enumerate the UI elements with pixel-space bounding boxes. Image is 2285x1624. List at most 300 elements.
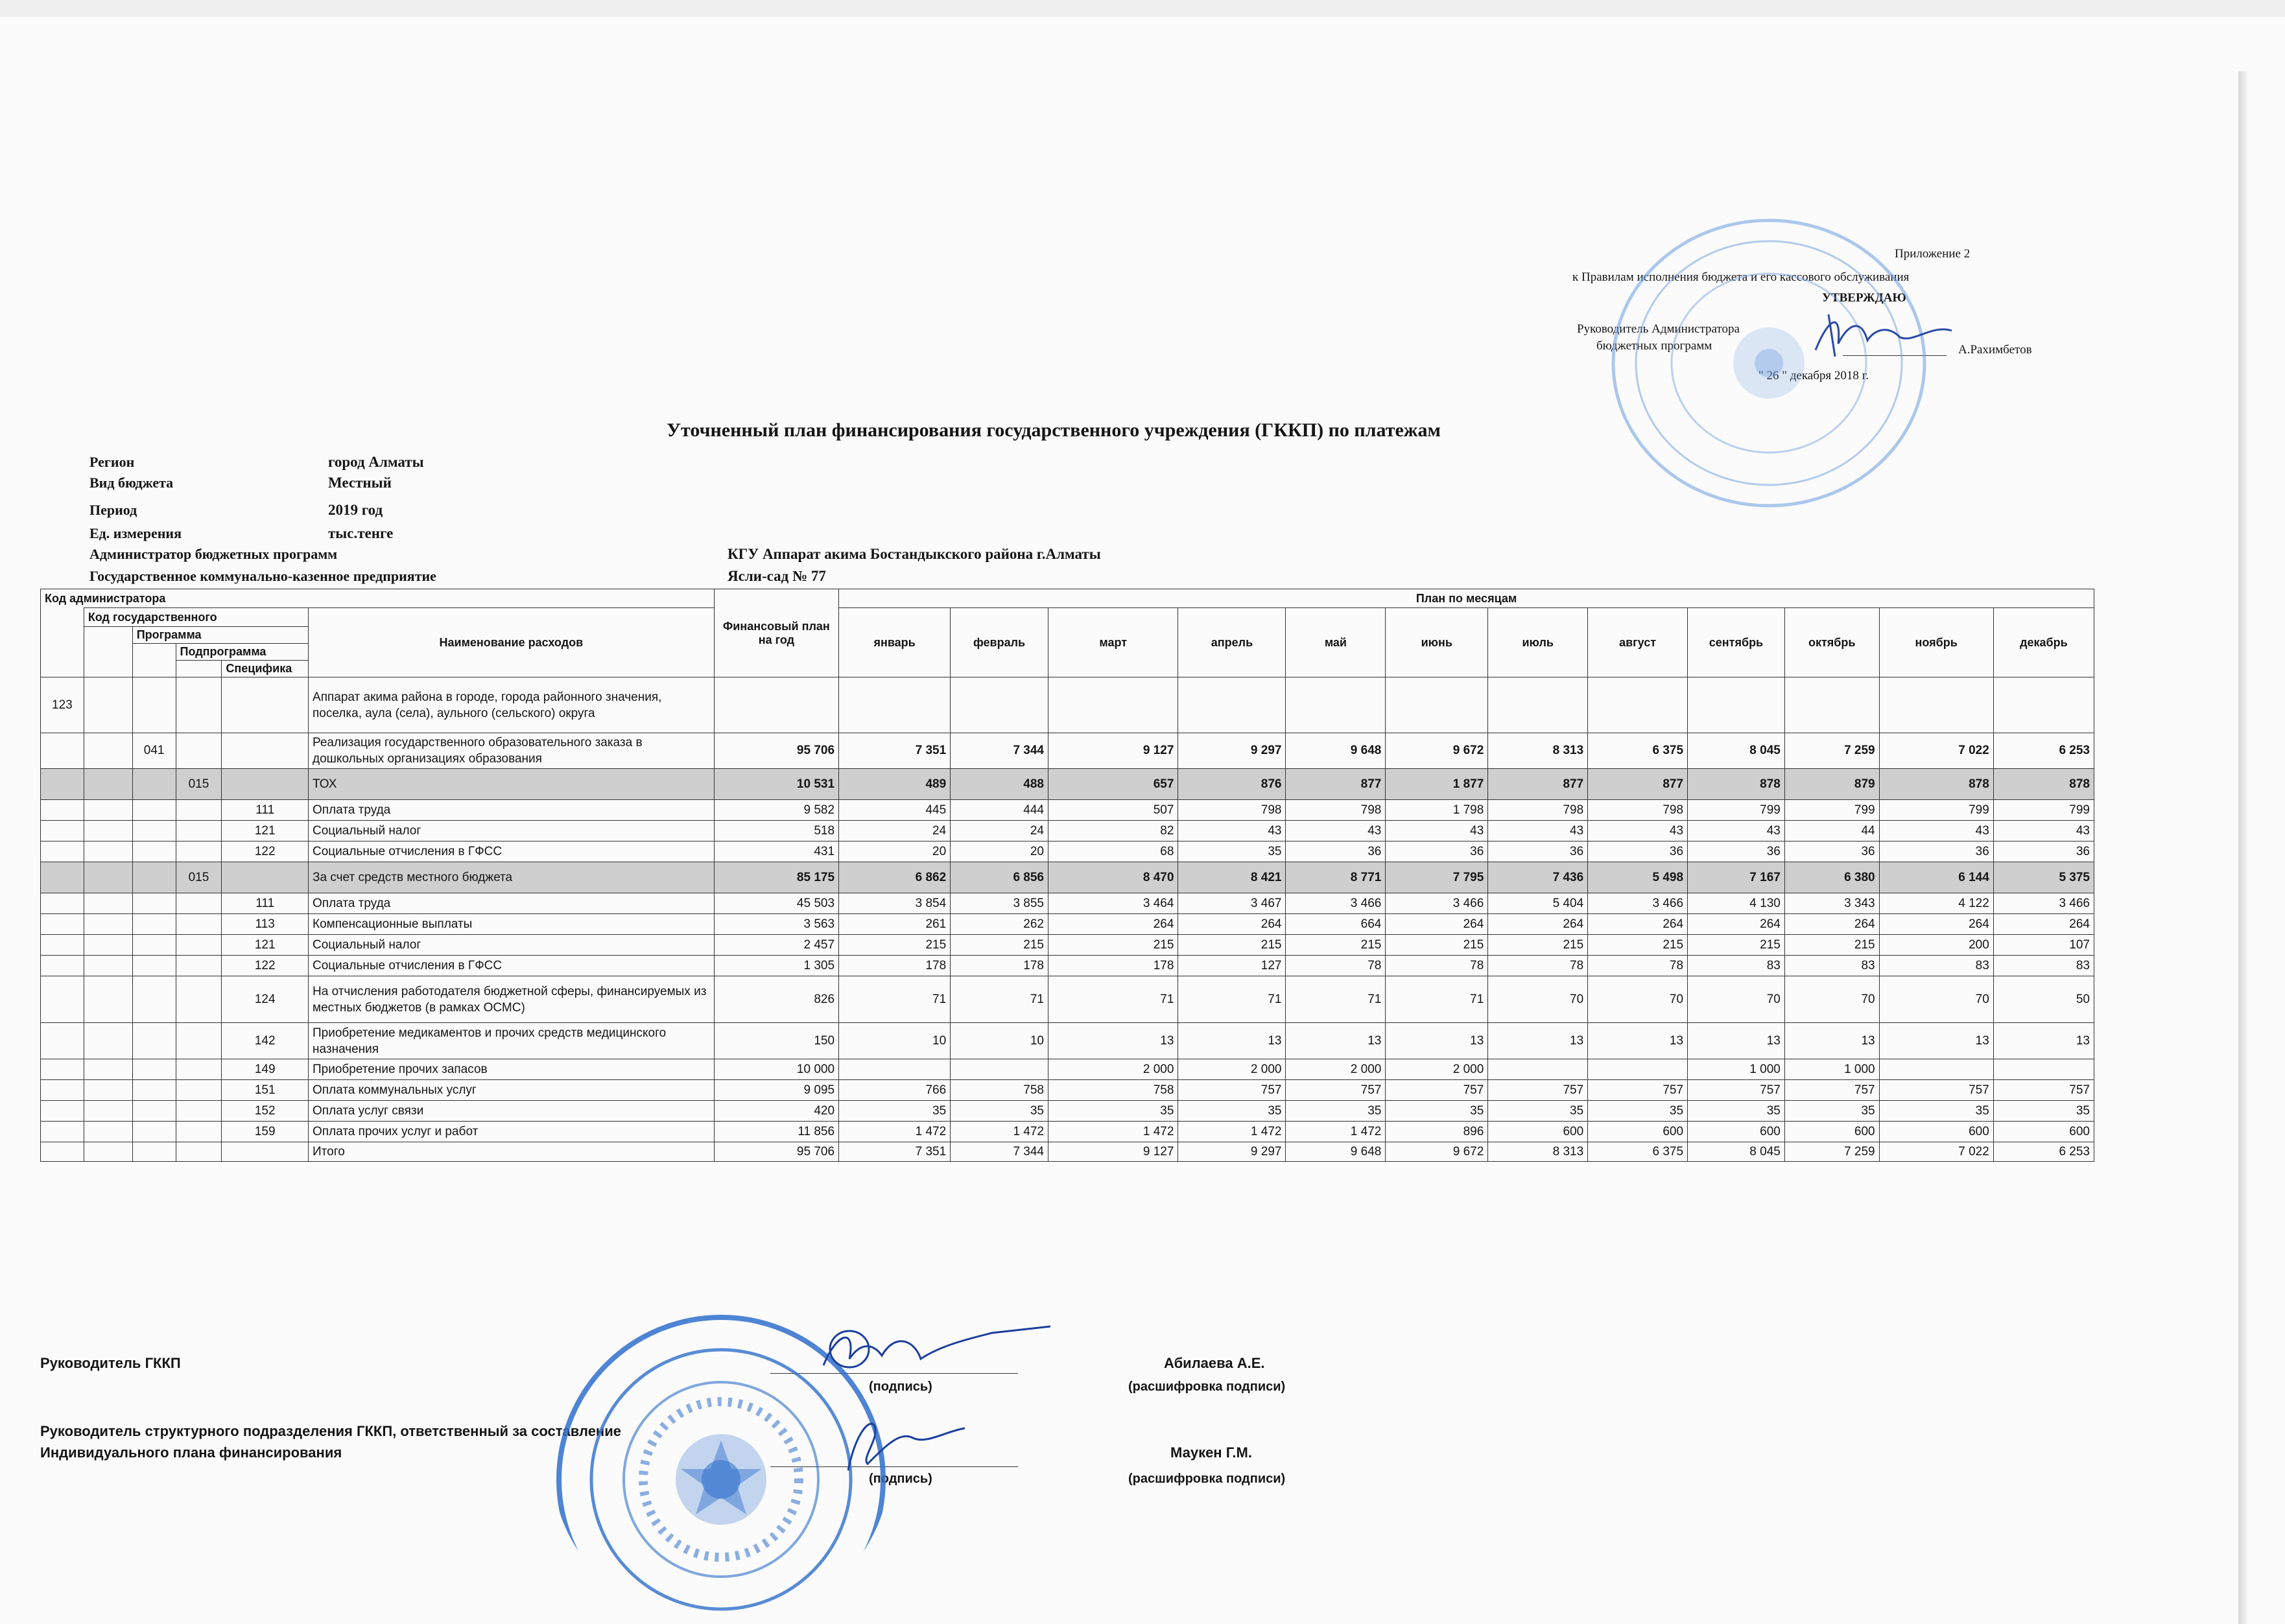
annual-plan-cell: 11 856 <box>714 1122 838 1142</box>
month-value-cell: 71 <box>1386 976 1488 1023</box>
month-value-cell: 877 <box>1488 769 1588 800</box>
meta-admin-label: Администратор бюджетных программ <box>89 546 338 562</box>
month-value-cell: 5 498 <box>1588 862 1688 893</box>
month-value-cell: 13 <box>1588 1023 1688 1059</box>
annual-plan-cell: 518 <box>714 821 838 841</box>
program-code-cell <box>132 1122 176 1142</box>
table-row <box>41 893 2094 914</box>
expense-name-cell: За счет средств местного бюджета <box>309 862 715 893</box>
month-value-cell: 488 <box>951 769 1048 800</box>
admin-code-cell: 123 <box>41 677 84 733</box>
month-value-cell: 8 771 <box>1286 862 1386 893</box>
month-value-cell: 4 130 <box>1688 893 1785 914</box>
month-value-cell: 178 <box>839 956 951 976</box>
expense-name-cell: Социальные отчисления в ГФСС <box>309 841 715 862</box>
month-value-cell: 71 <box>951 976 1048 1023</box>
month-value-cell: 261 <box>839 914 951 935</box>
month-value-cell: 8 421 <box>1178 862 1286 893</box>
gov-code-cell <box>84 1059 132 1080</box>
month-value-cell: 7 351 <box>839 1142 951 1162</box>
month-value-cell: 600 <box>1488 1122 1588 1142</box>
month-value-cell: 2 000 <box>1286 1059 1386 1080</box>
month-value-cell: 876 <box>1178 769 1286 800</box>
month-value-cell <box>1588 677 1688 733</box>
month-value-cell: 878 <box>1879 769 1993 800</box>
annual-plan-cell: 150 <box>714 1023 838 1059</box>
program-code-cell <box>132 821 176 841</box>
subprogram-code-cell <box>176 841 222 862</box>
month-value-cell: 757 <box>1178 1080 1286 1101</box>
hdr-month-9: сентябрь <box>1688 608 1785 677</box>
expense-name-cell: Компенсационные выплаты <box>309 914 715 935</box>
month-value-cell: 600 <box>1879 1122 1993 1142</box>
subprogram-code-cell <box>176 893 222 914</box>
month-value-cell: 35 <box>1178 1101 1286 1122</box>
hdr-month-5: май <box>1286 608 1386 677</box>
month-value-cell: 798 <box>1588 800 1688 821</box>
month-value-cell <box>1488 1059 1588 1080</box>
expense-name-cell: Оплата прочих услуг и работ <box>309 1122 715 1142</box>
month-value-cell: 3 466 <box>1386 893 1488 914</box>
month-value-cell <box>1488 677 1588 733</box>
subprogram-code-cell <box>176 914 222 935</box>
month-value-cell: 8 045 <box>1688 1142 1785 1162</box>
month-value-cell: 757 <box>1488 1080 1588 1101</box>
expense-name-cell: Оплата труда <box>309 800 715 821</box>
month-value-cell <box>1386 677 1488 733</box>
specifics-code-cell: 159 <box>222 1122 309 1142</box>
annual-plan-cell: 431 <box>714 841 838 862</box>
month-value-cell: 264 <box>1588 914 1688 935</box>
annual-plan-cell: 45 503 <box>714 893 838 914</box>
month-value-cell: 799 <box>1784 800 1879 821</box>
annual-plan-cell: 10 531 <box>714 769 838 800</box>
month-value-cell: 24 <box>839 821 951 841</box>
program-code-cell <box>132 1142 176 1162</box>
month-value-cell: 70 <box>1588 976 1688 1023</box>
program-code-cell <box>132 1059 176 1080</box>
month-value-cell: 215 <box>1688 935 1785 956</box>
admin-code-cell <box>41 914 84 935</box>
month-value-cell: 262 <box>951 914 1048 935</box>
approve-label: УТВЕРЖДАЮ <box>1822 291 1906 305</box>
subprogram-code-cell <box>176 1059 222 1080</box>
specifics-code-cell: 113 <box>222 914 309 935</box>
annual-plan-cell: 2 457 <box>714 935 838 956</box>
month-value-cell: 757 <box>1386 1080 1488 1101</box>
month-value-cell: 35 <box>1784 1101 1879 1122</box>
subprogram-code-cell <box>176 1023 222 1059</box>
month-value-cell: 43 <box>1178 821 1286 841</box>
month-value-cell: 35 <box>1386 1101 1488 1122</box>
specifics-code-cell <box>222 733 309 769</box>
month-value-cell: 178 <box>951 956 1048 976</box>
month-value-cell: 9 648 <box>1286 1142 1386 1162</box>
expense-name-cell: Оплата труда <box>309 893 715 914</box>
rules-label: к Правилам исполнения бюджета и его кассового обслуживания <box>1572 270 1910 284</box>
footer-head-name: Абилаева А.Е. <box>1164 1355 1265 1371</box>
month-value-cell: 1 472 <box>1286 1122 1386 1142</box>
month-value-cell: 36 <box>1784 841 1879 862</box>
specifics-code-cell: 149 <box>222 1059 309 1080</box>
month-value-cell: 6 375 <box>1588 1142 1688 1162</box>
admin-code-cell <box>41 956 84 976</box>
month-value-cell: 9 297 <box>1178 1142 1286 1162</box>
hdr-name: Наименование расходов <box>309 608 715 677</box>
meta-unit-label: Ед. измерения <box>89 525 182 541</box>
hdr-month-7: июль <box>1488 608 1588 677</box>
month-value-cell: 3 464 <box>1048 893 1178 914</box>
program-code-cell <box>132 1101 176 1122</box>
month-value-cell: 83 <box>1688 956 1785 976</box>
month-value-cell: 71 <box>839 976 951 1023</box>
specifics-code-cell: 124 <box>222 976 309 1023</box>
annual-plan-cell: 9 095 <box>714 1080 838 1101</box>
meta-unit-value: тыс.тенге <box>328 525 394 541</box>
footer-head-label: Руководитель ГККП <box>40 1355 181 1371</box>
month-value-cell: 215 <box>1048 935 1178 956</box>
annual-plan-cell: 1 305 <box>714 956 838 976</box>
specifics-code-cell: 152 <box>222 1101 309 1122</box>
expense-name-cell: Приобретение прочих запасов <box>309 1059 715 1080</box>
hdr-admin: Код администратора <box>41 589 715 608</box>
month-value-cell: 13 <box>1386 1023 1488 1059</box>
month-value-cell: 757 <box>1879 1080 1993 1101</box>
month-value-cell: 1 472 <box>951 1122 1048 1142</box>
month-value-cell: 798 <box>1286 800 1386 821</box>
hdr-month-6: июнь <box>1386 608 1488 677</box>
program-code-cell <box>132 956 176 976</box>
admin-code-cell <box>41 769 84 800</box>
month-value-cell: 3 855 <box>951 893 1048 914</box>
approver-signature-icon <box>1809 305 1958 363</box>
month-value-cell: 758 <box>1048 1080 1178 1101</box>
expense-name-cell: ТОХ <box>309 769 715 800</box>
month-value-cell: 43 <box>1879 821 1993 841</box>
month-value-cell: 7 259 <box>1784 1142 1879 1162</box>
month-value-cell <box>951 677 1048 733</box>
admin-code-cell <box>41 1059 84 1080</box>
expense-name-cell: Итого <box>309 1142 715 1162</box>
table-row <box>41 677 2094 733</box>
specifics-code-cell: 142 <box>222 1023 309 1059</box>
table-row <box>41 1080 2094 1101</box>
month-value-cell: 178 <box>1048 956 1178 976</box>
annual-plan-cell: 10 000 <box>714 1059 838 1080</box>
month-value-cell: 2 000 <box>1178 1059 1286 1080</box>
month-value-cell: 2 000 <box>1048 1059 1178 1080</box>
month-value-cell: 600 <box>1688 1122 1785 1142</box>
program-code-cell <box>132 841 176 862</box>
month-value-cell: 600 <box>1784 1122 1879 1142</box>
month-value-cell: 36 <box>1386 841 1488 862</box>
month-value-cell: 10 <box>951 1023 1048 1059</box>
gov-code-cell <box>84 893 132 914</box>
month-value-cell: 78 <box>1386 956 1488 976</box>
table-row <box>41 800 2094 821</box>
month-value-cell <box>1286 677 1386 733</box>
meta-region-label: Регион <box>89 454 135 470</box>
hdr-month-10: октябрь <box>1784 608 1879 677</box>
subprogram-code-cell <box>176 800 222 821</box>
gov-code-cell <box>84 862 132 893</box>
month-value-cell: 6 862 <box>839 862 951 893</box>
meta-enterprise-label: Государственное коммунально-казенное предприятие <box>89 568 436 584</box>
header-row-2 <box>41 608 2094 627</box>
month-value-cell: 877 <box>1588 769 1688 800</box>
month-value-cell: 35 <box>1488 1101 1588 1122</box>
month-value-cell: 799 <box>1993 800 2094 821</box>
table-row <box>41 1122 2094 1142</box>
meta-budget-value: Местный <box>328 475 392 491</box>
month-value-cell: 215 <box>1488 935 1588 956</box>
gov-code-cell <box>84 733 132 769</box>
month-value-cell: 215 <box>1178 935 1286 956</box>
gov-code-cell <box>84 1080 132 1101</box>
struct-signature-icon <box>829 1412 971 1477</box>
month-value-cell: 7 022 <box>1879 1142 1993 1162</box>
month-value-cell: 758 <box>951 1080 1048 1101</box>
month-value-cell: 657 <box>1048 769 1178 800</box>
month-value-cell: 20 <box>951 841 1048 862</box>
month-value-cell <box>1048 677 1178 733</box>
head-sig-caption: (подпись) <box>869 1380 932 1394</box>
head-role-2: бюджетных программ <box>1596 339 1712 353</box>
month-value-cell: 215 <box>1386 935 1488 956</box>
month-value-cell: 264 <box>1688 914 1785 935</box>
specifics-code-cell: 122 <box>222 956 309 976</box>
specifics-code-cell: 111 <box>222 800 309 821</box>
program-code-cell <box>132 976 176 1023</box>
meta-period-value: 2019 год <box>328 502 383 518</box>
month-value-cell: 107 <box>1993 935 2094 956</box>
month-value-cell: 43 <box>1386 821 1488 841</box>
month-value-cell: 43 <box>1993 821 2094 841</box>
month-value-cell: 507 <box>1048 800 1178 821</box>
specifics-code-cell: 121 <box>222 821 309 841</box>
month-value-cell: 35 <box>1588 1101 1688 1122</box>
header-row-1 <box>41 589 2094 608</box>
hdr-specifics: Специфика <box>222 661 309 677</box>
month-value-cell: 7 436 <box>1488 862 1588 893</box>
annual-plan-cell: 95 706 <box>714 733 838 769</box>
expense-name-cell: Аппарат акима района в городе, города районного значения, поселка, аула (села), аульного (сельского) округа <box>309 677 715 733</box>
month-value-cell: 6 375 <box>1588 733 1688 769</box>
scan-top-band <box>0 0 2285 17</box>
month-value-cell: 757 <box>1588 1080 1688 1101</box>
month-value-cell: 878 <box>1993 769 2094 800</box>
footer-struct-name: Маукен Г.М. <box>1170 1444 1252 1461</box>
subprogram-code-cell <box>176 1080 222 1101</box>
month-value-cell: 9 297 <box>1178 733 1286 769</box>
month-value-cell: 36 <box>1879 841 1993 862</box>
approval-date: " 26 " декабря 2018 г. <box>1758 369 1869 382</box>
specifics-code-cell <box>222 1142 309 1162</box>
gov-code-cell <box>84 1142 132 1162</box>
month-value-cell: 9 127 <box>1048 1142 1178 1162</box>
month-value-cell: 7 344 <box>951 733 1048 769</box>
month-value-cell: 13 <box>1993 1023 2094 1059</box>
month-value-cell: 78 <box>1286 956 1386 976</box>
admin-code-cell <box>41 821 84 841</box>
program-code-cell <box>132 935 176 956</box>
hdr-gov-spacer <box>84 627 132 677</box>
month-value-cell: 35 <box>951 1101 1048 1122</box>
month-value-cell: 664 <box>1286 914 1386 935</box>
hdr-month-2: февраль <box>951 608 1048 677</box>
month-value-cell: 2 000 <box>1386 1059 1488 1080</box>
meta-region-value: город Алматы <box>328 454 424 470</box>
month-value-cell: 5 404 <box>1488 893 1588 914</box>
subprogram-code-cell <box>176 1122 222 1142</box>
table-row <box>41 1023 2094 1059</box>
month-value-cell: 3 466 <box>1993 893 2094 914</box>
admin-code-cell <box>41 1080 84 1101</box>
month-value-cell: 264 <box>1386 914 1488 935</box>
admin-code-cell <box>41 862 84 893</box>
expense-name-cell: Социальный налог <box>309 821 715 841</box>
annual-plan-cell: 95 706 <box>714 1142 838 1162</box>
month-value-cell: 83 <box>1879 956 1993 976</box>
gov-code-cell <box>84 769 132 800</box>
annual-plan-cell: 420 <box>714 1101 838 1122</box>
month-value-cell: 83 <box>1993 956 2094 976</box>
month-value-cell: 13 <box>1488 1023 1588 1059</box>
month-value-cell: 215 <box>951 935 1048 956</box>
annual-plan-cell: 9 582 <box>714 800 838 821</box>
month-value-cell: 43 <box>1688 821 1785 841</box>
table-row <box>41 1059 2094 1080</box>
month-value-cell: 8 470 <box>1048 862 1178 893</box>
month-value-cell: 444 <box>951 800 1048 821</box>
gov-code-cell <box>84 1122 132 1142</box>
month-value-cell: 68 <box>1048 841 1178 862</box>
month-value-cell: 70 <box>1488 976 1588 1023</box>
month-value-cell: 799 <box>1879 800 1993 821</box>
head-signature-icon <box>811 1320 1057 1378</box>
month-value-cell <box>1688 677 1785 733</box>
gov-code-cell <box>84 677 132 733</box>
month-value-cell <box>1993 1059 2094 1080</box>
document-title: Уточненный план финансирования государственного учреждения (ГККП) по платежам <box>667 419 1441 441</box>
subprogram-code-cell <box>176 976 222 1023</box>
program-code-cell <box>132 862 176 893</box>
month-value-cell: 799 <box>1688 800 1785 821</box>
month-value-cell: 8 313 <box>1488 733 1588 769</box>
month-value-cell: 36 <box>1286 841 1386 862</box>
month-value-cell: 24 <box>951 821 1048 841</box>
subprogram-code-cell <box>176 1101 222 1122</box>
month-value-cell: 43 <box>1488 821 1588 841</box>
month-value-cell <box>1879 1059 1993 1080</box>
hdr-months-group: План по месяцам <box>839 589 2094 608</box>
admin-code-cell <box>41 1122 84 1142</box>
meta-enterprise-value: Ясли-сад № 77 <box>728 568 826 584</box>
month-value-cell: 35 <box>1048 1101 1178 1122</box>
month-value-cell: 757 <box>1993 1080 2094 1101</box>
month-value-cell: 7 351 <box>839 733 951 769</box>
gov-code-cell <box>84 1101 132 1122</box>
month-value-cell: 215 <box>1784 935 1879 956</box>
month-value-cell: 70 <box>1784 976 1879 1023</box>
month-value-cell: 878 <box>1688 769 1785 800</box>
hdr-month-3: март <box>1048 608 1178 677</box>
expense-name-cell: Оплата коммунальных услуг <box>309 1080 715 1101</box>
month-value-cell <box>1879 677 1993 733</box>
month-value-cell: 757 <box>1784 1080 1879 1101</box>
program-code-cell <box>132 893 176 914</box>
program-code-cell <box>132 800 176 821</box>
month-value-cell: 200 <box>1879 935 1993 956</box>
admin-code-cell <box>41 1023 84 1059</box>
month-value-cell: 8 045 <box>1688 733 1785 769</box>
month-value-cell <box>839 1059 951 1080</box>
month-value-cell: 1 472 <box>1178 1122 1286 1142</box>
month-value-cell: 35 <box>1688 1101 1785 1122</box>
month-value-cell: 44 <box>1784 821 1879 841</box>
month-value-cell: 879 <box>1784 769 1879 800</box>
expense-name-cell: На отчисления работодателя бюджетной сферы, финансируемых из местных бюджетов (в рамках ОСМС) <box>309 976 715 1023</box>
month-value-cell: 35 <box>1286 1101 1386 1122</box>
specifics-code-cell <box>222 677 309 733</box>
month-value-cell: 43 <box>1588 821 1688 841</box>
month-value-cell: 264 <box>1993 914 2094 935</box>
month-value-cell: 215 <box>1286 935 1386 956</box>
approval-seal-stamp <box>1607 214 1931 512</box>
gov-code-cell <box>84 800 132 821</box>
month-value-cell: 3 467 <box>1178 893 1286 914</box>
subprogram-code-cell <box>176 677 222 733</box>
annual-plan-cell: 3 563 <box>714 914 838 935</box>
month-value-cell: 7 795 <box>1386 862 1488 893</box>
footer-struct-label-2: Индивидуального плана финансирования <box>40 1444 342 1461</box>
hdr-month-4: апрель <box>1178 608 1286 677</box>
admin-code-cell <box>41 733 84 769</box>
month-value-cell: 896 <box>1386 1122 1488 1142</box>
specifics-code-cell: 111 <box>222 893 309 914</box>
month-value-cell: 3 854 <box>839 893 951 914</box>
hdr-month-1: январь <box>839 608 951 677</box>
table-row <box>41 733 2094 769</box>
subprogram-code-cell: 015 <box>176 862 222 893</box>
admin-code-cell <box>41 841 84 862</box>
month-value-cell: 8 313 <box>1488 1142 1588 1162</box>
month-value-cell: 9 672 <box>1386 733 1488 769</box>
month-value-cell: 766 <box>839 1080 951 1101</box>
month-value-cell: 489 <box>839 769 951 800</box>
month-value-cell: 13 <box>1178 1023 1286 1059</box>
month-value-cell: 7 167 <box>1688 862 1785 893</box>
month-value-cell: 7 259 <box>1784 733 1879 769</box>
month-value-cell: 6 380 <box>1784 862 1879 893</box>
meta-period-label: Период <box>89 502 137 518</box>
month-value-cell: 71 <box>1286 976 1386 1023</box>
month-value-cell: 70 <box>1879 976 1993 1023</box>
month-value-cell: 215 <box>1588 935 1688 956</box>
table-row <box>41 1101 2094 1122</box>
admin-code-cell <box>41 976 84 1023</box>
month-value-cell: 9 672 <box>1386 1142 1488 1162</box>
annual-plan-cell: 85 175 <box>714 862 838 893</box>
program-code-cell: 041 <box>132 733 176 769</box>
subprogram-code-cell <box>176 733 222 769</box>
hdr-subprogram-spacer <box>176 661 222 677</box>
month-value-cell: 757 <box>1286 1080 1386 1101</box>
month-value-cell: 3 343 <box>1784 893 1879 914</box>
gov-code-cell <box>84 956 132 976</box>
hdr-admin-spacer <box>41 608 84 677</box>
month-value-cell: 5 375 <box>1993 862 2094 893</box>
